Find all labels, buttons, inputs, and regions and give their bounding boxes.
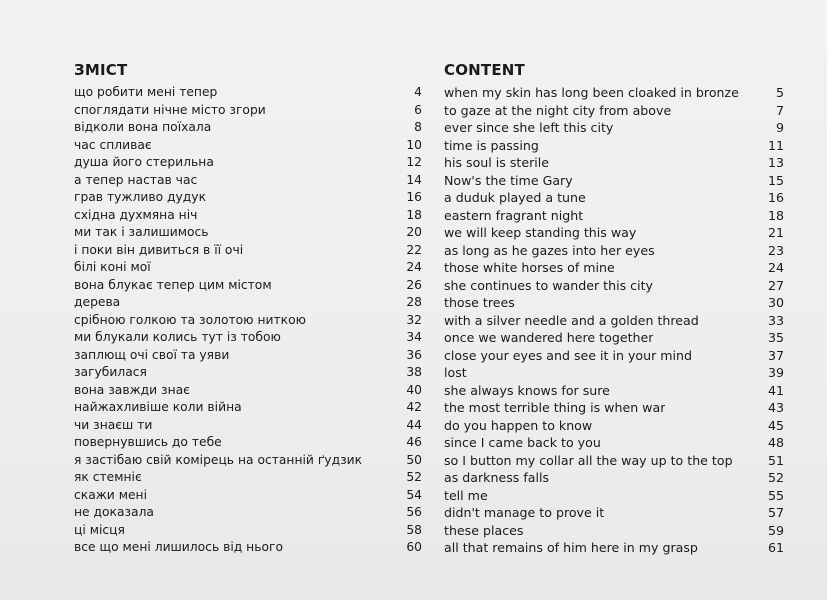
- toc-entry-page-number: 57: [767, 505, 784, 520]
- toc-entry: [444, 277, 784, 295]
- toc-entry-page-number: 54: [406, 487, 422, 502]
- toc-entry-title: all that remains of him here in my grasp: [444, 540, 698, 555]
- toc-entry-title: she continues to wander this city: [444, 277, 653, 293]
- toc-entry-title: ми так і залишимось: [74, 225, 209, 239]
- toc-entry-title: close your eyes and see it in your mind: [444, 347, 693, 363]
- toc-entry-title: tell me: [444, 487, 488, 503]
- toc-entry-page-number: 6: [414, 102, 422, 117]
- toc-entry-title: найжахливіше коли війна: [74, 400, 242, 414]
- toc-entry: [74, 417, 422, 435]
- toc-entry-title: повернувшись до тебе: [74, 435, 222, 449]
- toc-entry-title: ми блукали колись тут із тобою: [74, 330, 281, 344]
- toc-entry-page-number: 60: [406, 540, 422, 554]
- toc-list-english: [444, 84, 784, 557]
- toc-entry-title: що робити мені тепер: [74, 85, 218, 99]
- toc-entry-page-number: 45: [767, 417, 784, 433]
- toc-entry: [444, 329, 784, 347]
- toc-entry: [444, 434, 784, 452]
- toc-entry-title: those white horses of mine: [444, 260, 615, 275]
- toc-entry-page-number: 8: [414, 120, 422, 134]
- toc-entry-title: вона завжди знає: [74, 382, 190, 397]
- toc-english: [444, 60, 784, 557]
- toc-entry-page-number: 4: [414, 85, 422, 99]
- toc-entry-page-number: 16: [406, 190, 422, 204]
- toc-entry-title: when my skin has long been cloaked in bronze: [444, 85, 739, 100]
- toc-entry: [74, 469, 422, 487]
- toc-entry-page-number: 36: [406, 347, 422, 362]
- toc-entry-title: ці місця: [74, 522, 125, 537]
- toc-entry: [74, 539, 422, 557]
- toc-entry-page-number: 23: [767, 242, 784, 258]
- toc-entry: [444, 259, 784, 277]
- toc-entry-page-number: 30: [767, 295, 784, 310]
- toc-entry: [444, 102, 784, 120]
- toc-entry-title: скажи мені: [74, 487, 148, 502]
- toc-entry-page-number: 32: [406, 312, 422, 327]
- toc-entry-title: his soul is sterile: [444, 155, 550, 170]
- toc-entry: [444, 522, 784, 540]
- toc-entry-page-number: 12: [406, 155, 422, 169]
- toc-entry-page-number: 26: [406, 277, 422, 292]
- toc-entry-page-number: 35: [767, 330, 784, 345]
- toc-entry-page-number: 13: [767, 155, 784, 170]
- toc-entry-title: як стемніє: [74, 470, 142, 484]
- toc-entry-page-number: 44: [406, 417, 422, 432]
- toc-entry-title: as long as he gazes into her eyes: [444, 242, 655, 258]
- toc-entry-page-number: 20: [406, 225, 422, 239]
- toc-entry-page-number: 15: [767, 172, 784, 188]
- toc-entry: [74, 487, 422, 505]
- toc-entry: [74, 242, 422, 260]
- toc-entry-page-number: 39: [767, 365, 784, 380]
- toc-entry: [444, 119, 784, 137]
- toc-entry-page-number: 24: [406, 260, 422, 274]
- toc-entry: [74, 382, 422, 400]
- toc-entry-page-number: 40: [406, 382, 422, 397]
- toc-entry: [444, 172, 784, 190]
- toc-entry-title: вона блукає тепер цим містом: [74, 277, 272, 292]
- toc-entry-title: загубилася: [74, 365, 147, 379]
- toc-entry: [74, 172, 422, 190]
- toc-entry-page-number: 7: [775, 102, 784, 118]
- toc-entry-title: with a silver needle and a golden thread: [444, 312, 699, 328]
- toc-entry-title: не доказала: [74, 505, 154, 519]
- toc-entry-page-number: 58: [406, 522, 422, 537]
- toc-entry: [74, 312, 422, 330]
- toc-entry: [444, 312, 784, 330]
- toc-entry: [444, 84, 784, 102]
- toc-entry-title: eastern fragrant night: [444, 207, 584, 223]
- toc-entry: [74, 452, 422, 470]
- toc-entry-title: the most terrible thing is when war: [444, 400, 666, 415]
- toc-entry-title: все що мені лишилось від нього: [74, 540, 283, 554]
- toc-entry-page-number: 10: [406, 137, 422, 152]
- toc-entry-title: as darkness falls: [444, 470, 550, 485]
- toc-entry-title: once we wandered here together: [444, 330, 654, 345]
- toc-entry-page-number: 42: [406, 400, 422, 414]
- toc-entry-title: і поки він дивиться в її очі: [74, 242, 244, 257]
- toc-entry: [444, 207, 784, 225]
- toc-entry-title: а тепер настав час: [74, 172, 198, 187]
- toc-entry-page-number: 34: [406, 330, 422, 344]
- toc-entry-title: я застібаю свій комірець на останній ґудзик: [74, 452, 363, 467]
- toc-heading-english: CONTENT: [444, 61, 525, 79]
- toc-entry-page-number: 5: [775, 85, 784, 100]
- toc-entry-page-number: 16: [767, 190, 784, 205]
- toc-entry: [74, 207, 422, 225]
- toc-entry-page-number: 22: [406, 242, 422, 257]
- toc-entry: [74, 189, 422, 207]
- toc-entry: [74, 224, 422, 242]
- toc-entry-title: since I came back to you: [444, 435, 601, 450]
- toc-entry: [444, 417, 784, 435]
- toc-ukrainian: [74, 60, 422, 557]
- toc-entry-page-number: 48: [767, 435, 784, 450]
- toc-entry-title: східна духмяна ніч: [74, 207, 198, 222]
- toc-entry-title: Now's the time Gary: [444, 172, 573, 188]
- toc-entry: [444, 347, 784, 365]
- toc-entry: [444, 224, 784, 242]
- toc-entry-page-number: 9: [775, 120, 784, 135]
- toc-entry-page-number: 21: [767, 225, 784, 240]
- toc-entry-page-number: 33: [767, 312, 784, 328]
- toc-entry: [444, 504, 784, 522]
- toc-entry-page-number: 55: [767, 487, 784, 503]
- toc-entry: [74, 399, 422, 417]
- toc-entry-title: didn't manage to prove it: [444, 505, 605, 520]
- toc-entry-title: she always knows for sure: [444, 382, 610, 398]
- toc-entry: [444, 294, 784, 312]
- toc-entry-page-number: 24: [767, 260, 784, 275]
- toc-entry: [444, 364, 784, 382]
- toc-entry-title: those trees: [444, 295, 515, 310]
- toc-entry: [444, 154, 784, 172]
- toc-entry: [444, 137, 784, 155]
- toc-entry: [74, 294, 422, 312]
- toc-entry-page-number: 41: [767, 382, 784, 398]
- toc-entry-page-number: 37: [767, 347, 784, 363]
- toc-entry-title: a duduk played a tune: [444, 190, 586, 205]
- toc-entry: [74, 154, 422, 172]
- toc-list-ukrainian: [74, 84, 422, 557]
- toc-entry-title: so I button my collar all the way up to the top: [444, 452, 733, 468]
- toc-entry: [74, 522, 422, 540]
- toc-entry: [444, 487, 784, 505]
- toc-entry: [74, 259, 422, 277]
- toc-entry-title: відколи вона поїхала: [74, 120, 212, 134]
- toc-entry-page-number: 59: [767, 522, 784, 538]
- toc-entry-page-number: 50: [406, 452, 422, 467]
- toc-entry-title: споглядати нічне місто згори: [74, 102, 266, 117]
- toc-entry-title: час спливає: [74, 137, 152, 152]
- toc-entry-page-number: 11: [767, 137, 784, 153]
- toc-entry-title: to gaze at the night city from above: [444, 102, 672, 118]
- toc-entry-page-number: 43: [767, 400, 784, 415]
- toc-entry: [444, 539, 784, 557]
- toc-entry-page-number: 27: [767, 277, 784, 293]
- toc-entry-title: білі коні мої: [74, 260, 151, 274]
- toc-entry-title: lost: [444, 365, 467, 380]
- toc-entry: [74, 277, 422, 295]
- toc-entry: [444, 242, 784, 260]
- toc-entry: [444, 452, 784, 470]
- toc-entry-title: грав тужливо дудук: [74, 190, 206, 204]
- toc-entry-page-number: 18: [767, 207, 784, 223]
- toc-entry-title: срібною голкою та золотою ниткою: [74, 312, 306, 327]
- toc-entry-title: we will keep standing this way: [444, 225, 637, 240]
- toc-entry-page-number: 61: [767, 540, 784, 555]
- toc-entry-title: these places: [444, 522, 524, 538]
- toc-entry-page-number: 14: [406, 172, 422, 187]
- toc-entry-page-number: 28: [406, 295, 422, 309]
- toc-heading-ukrainian: ЗМІСТ: [74, 61, 128, 79]
- toc-entry: [74, 364, 422, 382]
- toc-entry-title: дерева: [74, 295, 121, 309]
- toc-entry-page-number: 51: [767, 452, 784, 468]
- toc-entry-page-number: 52: [406, 470, 422, 484]
- toc-entry: [444, 189, 784, 207]
- toc-entry: [444, 469, 784, 487]
- toc-entry: [74, 329, 422, 347]
- toc-entry-title: ever since she left this city: [444, 120, 614, 135]
- toc-entry: [74, 504, 422, 522]
- toc-entry: [74, 434, 422, 452]
- toc-entry: [444, 382, 784, 400]
- toc-entry: [74, 137, 422, 155]
- toc-entry-page-number: 56: [406, 505, 422, 519]
- toc-entry-page-number: 46: [406, 435, 422, 449]
- toc-entry: [74, 347, 422, 365]
- toc-entry-title: time is passing: [444, 137, 539, 153]
- toc-entry: [74, 84, 422, 102]
- toc-entry-page-number: 52: [767, 470, 784, 485]
- toc-entry-title: душа його стерильна: [74, 155, 214, 169]
- toc-entry: [74, 119, 422, 137]
- toc-entry-page-number: 18: [406, 207, 422, 222]
- toc-entry-title: заплющ очі свої та уяви: [74, 347, 230, 362]
- toc-entry-title: чи знаєш ти: [74, 417, 153, 432]
- toc-entry-page-number: 38: [406, 365, 422, 379]
- toc-entry-title: do you happen to know: [444, 417, 593, 433]
- toc-entry: [444, 399, 784, 417]
- toc-entry: [74, 102, 422, 120]
